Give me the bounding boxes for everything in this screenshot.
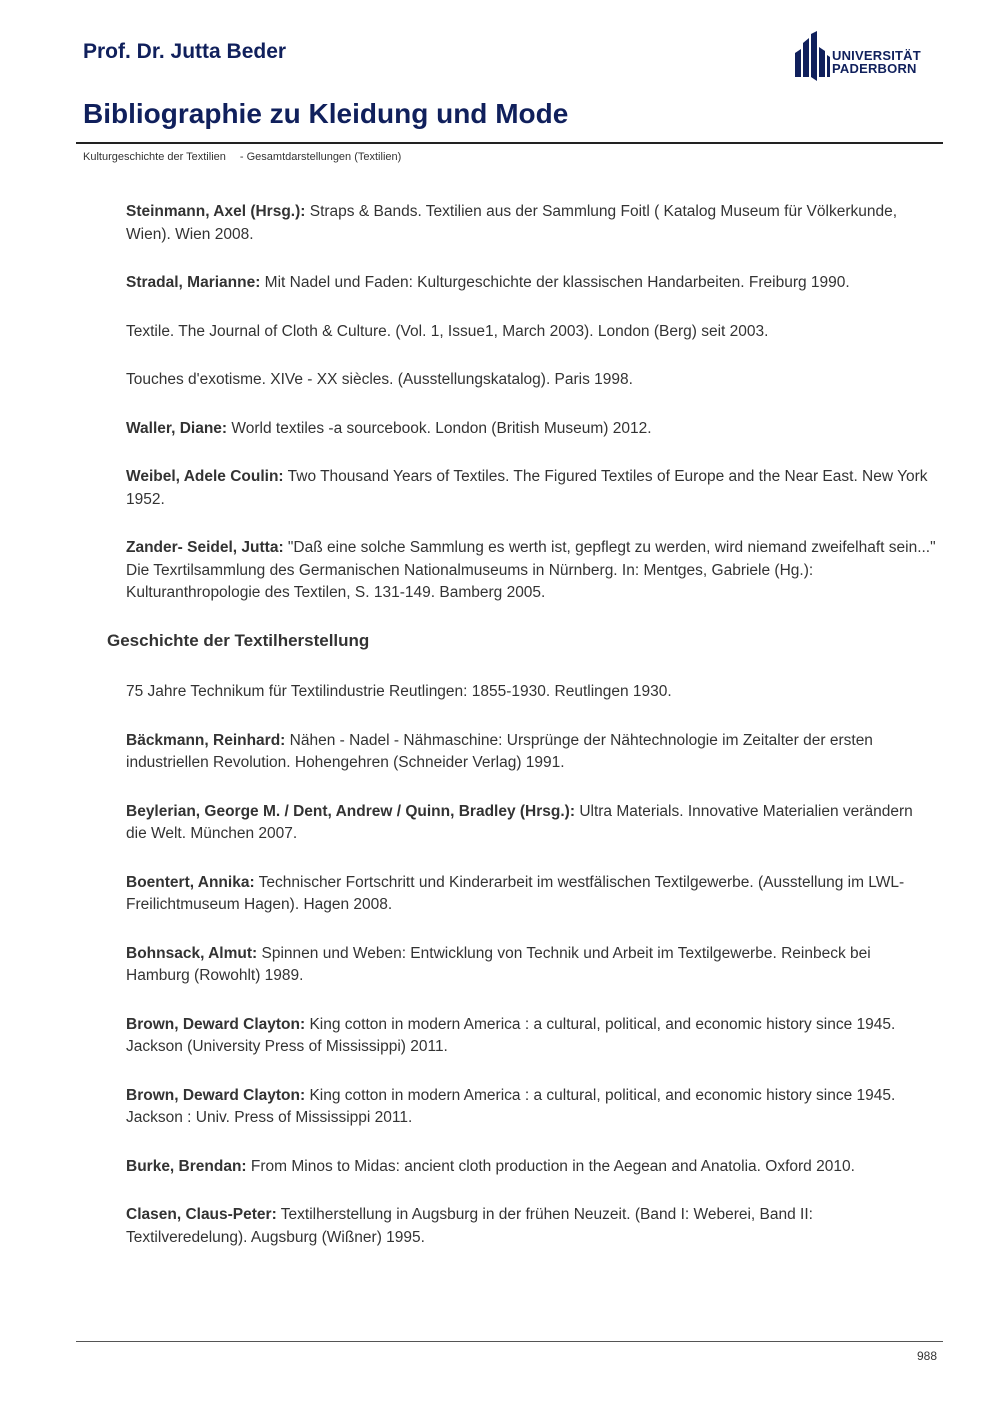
entry-text: Straps & Bands. Textilien aus der Sammlung Foitl ( Katalog Museum für Völkerkunde, Wien). Wien 2008. xyxy=(126,203,898,243)
entry-author: Brown, Deward Clayton: xyxy=(126,1086,306,1104)
entry-text: From Minos to Midas: ancient cloth production in the Aegean and Anatolia. Oxford 2010. xyxy=(246,1157,855,1175)
entry-author: Clasen, Claus-Peter: xyxy=(126,1206,277,1223)
entry-text: Textilherstellung in Augsburg in der frühen Neuzeit. (Band I: Weberei, Band II: Textilveredelung). Augsburg (Wißner) 1995. xyxy=(126,1206,813,1246)
entry-text: 75 Jahre Technikum für Textilindustrie Reutlingen: 1855-1930. Reutlingen 1930. xyxy=(126,683,672,700)
entry-author: Brown, Deward Clayton: xyxy=(126,1015,306,1033)
bibliography-entry xyxy=(126,1014,936,1059)
section-heading: Geschichte der Textilherstellung xyxy=(107,631,370,650)
university-logo xyxy=(794,31,934,81)
entry-text: World textiles -a sourcebook. London (British Museum) 2012. xyxy=(227,419,652,437)
bibliography-list-top xyxy=(126,201,936,631)
page-number: 988 xyxy=(916,1349,937,1363)
breadcrumb-part-1: Kulturgeschichte der Textilien xyxy=(83,151,226,163)
logo-text-line1: UNIVERSITÄT xyxy=(832,48,921,63)
entry-author: Bohnsack, Almut: xyxy=(126,944,258,962)
entry-text: Ultra Materials. Innovative Materialien verändern die Welt. München 2007. xyxy=(126,802,913,842)
footer-divider xyxy=(76,1341,943,1342)
breadcrumb xyxy=(83,151,401,163)
entry-text: King cotton in modern America : a cultural, political, and economic history since 1945. Jackson : Univ. Press of Mississippi 2011. xyxy=(126,1086,896,1126)
entry-author: Stradal, Marianne: xyxy=(126,274,261,291)
entry-author: Waller, Diane: xyxy=(126,419,228,437)
entry-text: Spinnen und Weben: Entwicklung von Technik und Arbeit im Textilgewerbe. Reinbeck bei Hamburg (Rowohlt) 1989. xyxy=(126,944,871,984)
entry-text: Nähen - Nadel - Nähmaschine: Ursprünge der Nähtechnologie im Zeitalter der ersten industriellen Revolution. Hohengehren (Schneider Verlag) 1991. xyxy=(126,731,873,771)
entry-text: Touches d'exotisme. XIVe - XX siècles. (Ausstellungskatalog). Paris 1998. xyxy=(126,371,633,388)
entry-author: Steinmann, Axel (Hrsg.): xyxy=(126,203,306,220)
entry-author: Bäckmann, Reinhard: xyxy=(126,731,286,749)
entry-author: Beylerian, George M. / Dent, Andrew / Quinn, Bradley (Hrsg.): xyxy=(126,802,576,820)
breadcrumb-part-2: - Gesamtdarstellungen (Textilien) xyxy=(239,151,402,163)
bibliography-list-bottom xyxy=(126,681,936,1275)
entry-text: Two Thousand Years of Textiles. The Figured Textiles of Europe and the Near East. New York 1952. xyxy=(126,468,928,508)
bibliography-entry xyxy=(126,681,936,704)
author-name: Prof. Dr. Jutta Beder xyxy=(83,40,287,63)
bibliography-entry xyxy=(126,466,936,511)
bibliography-entry xyxy=(126,201,936,246)
entry-text: Textile. The Journal of Cloth & Culture. (Vol. 1, Issue1, March 2003). London (Berg) seit 2003. xyxy=(126,322,769,340)
bibliography-entry xyxy=(126,943,936,988)
bibliography-entry xyxy=(126,418,936,441)
bibliography-entry xyxy=(126,1156,936,1179)
bibliography-entry xyxy=(126,1204,936,1249)
entry-author: Zander- Seidel, Jutta: xyxy=(126,539,284,556)
bibliography-entry xyxy=(126,1085,936,1130)
bibliography-entry xyxy=(126,730,936,775)
entry-text: Mit Nadel und Faden: Kulturgeschichte der klassischen Handarbeiten. Freiburg 1990. xyxy=(260,274,850,291)
bibliography-entry xyxy=(126,801,936,846)
entry-text: King cotton in modern America : a cultural, political, and economic history since 1945. Jackson (University Press of Mississippi) 2011. xyxy=(126,1015,896,1055)
bibliography-entry xyxy=(126,272,936,295)
bibliography-entry xyxy=(126,537,936,605)
logo-text-line2: PADERBORN xyxy=(832,61,917,76)
entry-text: "Daß eine solche Sammlung es werth ist, gepflegt zu werden, wird niemand zweifelhaft sein..." Die Texrtilsammlung des Germanischen Nationalmuseums in Nürnberg. In: Mentges, Gabriele (Hg.): Kulturanthropologie des Textilen, S. 131-149. Bamberg 2005. xyxy=(126,539,936,601)
bibliography-entry xyxy=(126,872,936,917)
university-logo-icon xyxy=(794,31,830,81)
entry-text: Technischer Fortschritt und Kinderarbeit im westfälischen Textilgewerbe. (Ausstellung im LWL-Freilichtmuseum Hagen). Hagen 2008. xyxy=(126,873,905,913)
header-divider xyxy=(76,142,943,144)
bibliography-entry xyxy=(126,369,936,392)
entry-author: Burke, Brendan: xyxy=(126,1157,247,1175)
entry-author: Weibel, Adele Coulin: xyxy=(126,468,284,485)
bibliography-entry xyxy=(126,321,936,344)
entry-author: Boentert, Annika: xyxy=(126,873,255,891)
document-title: Bibliographie zu Kleidung und Mode xyxy=(83,98,569,129)
